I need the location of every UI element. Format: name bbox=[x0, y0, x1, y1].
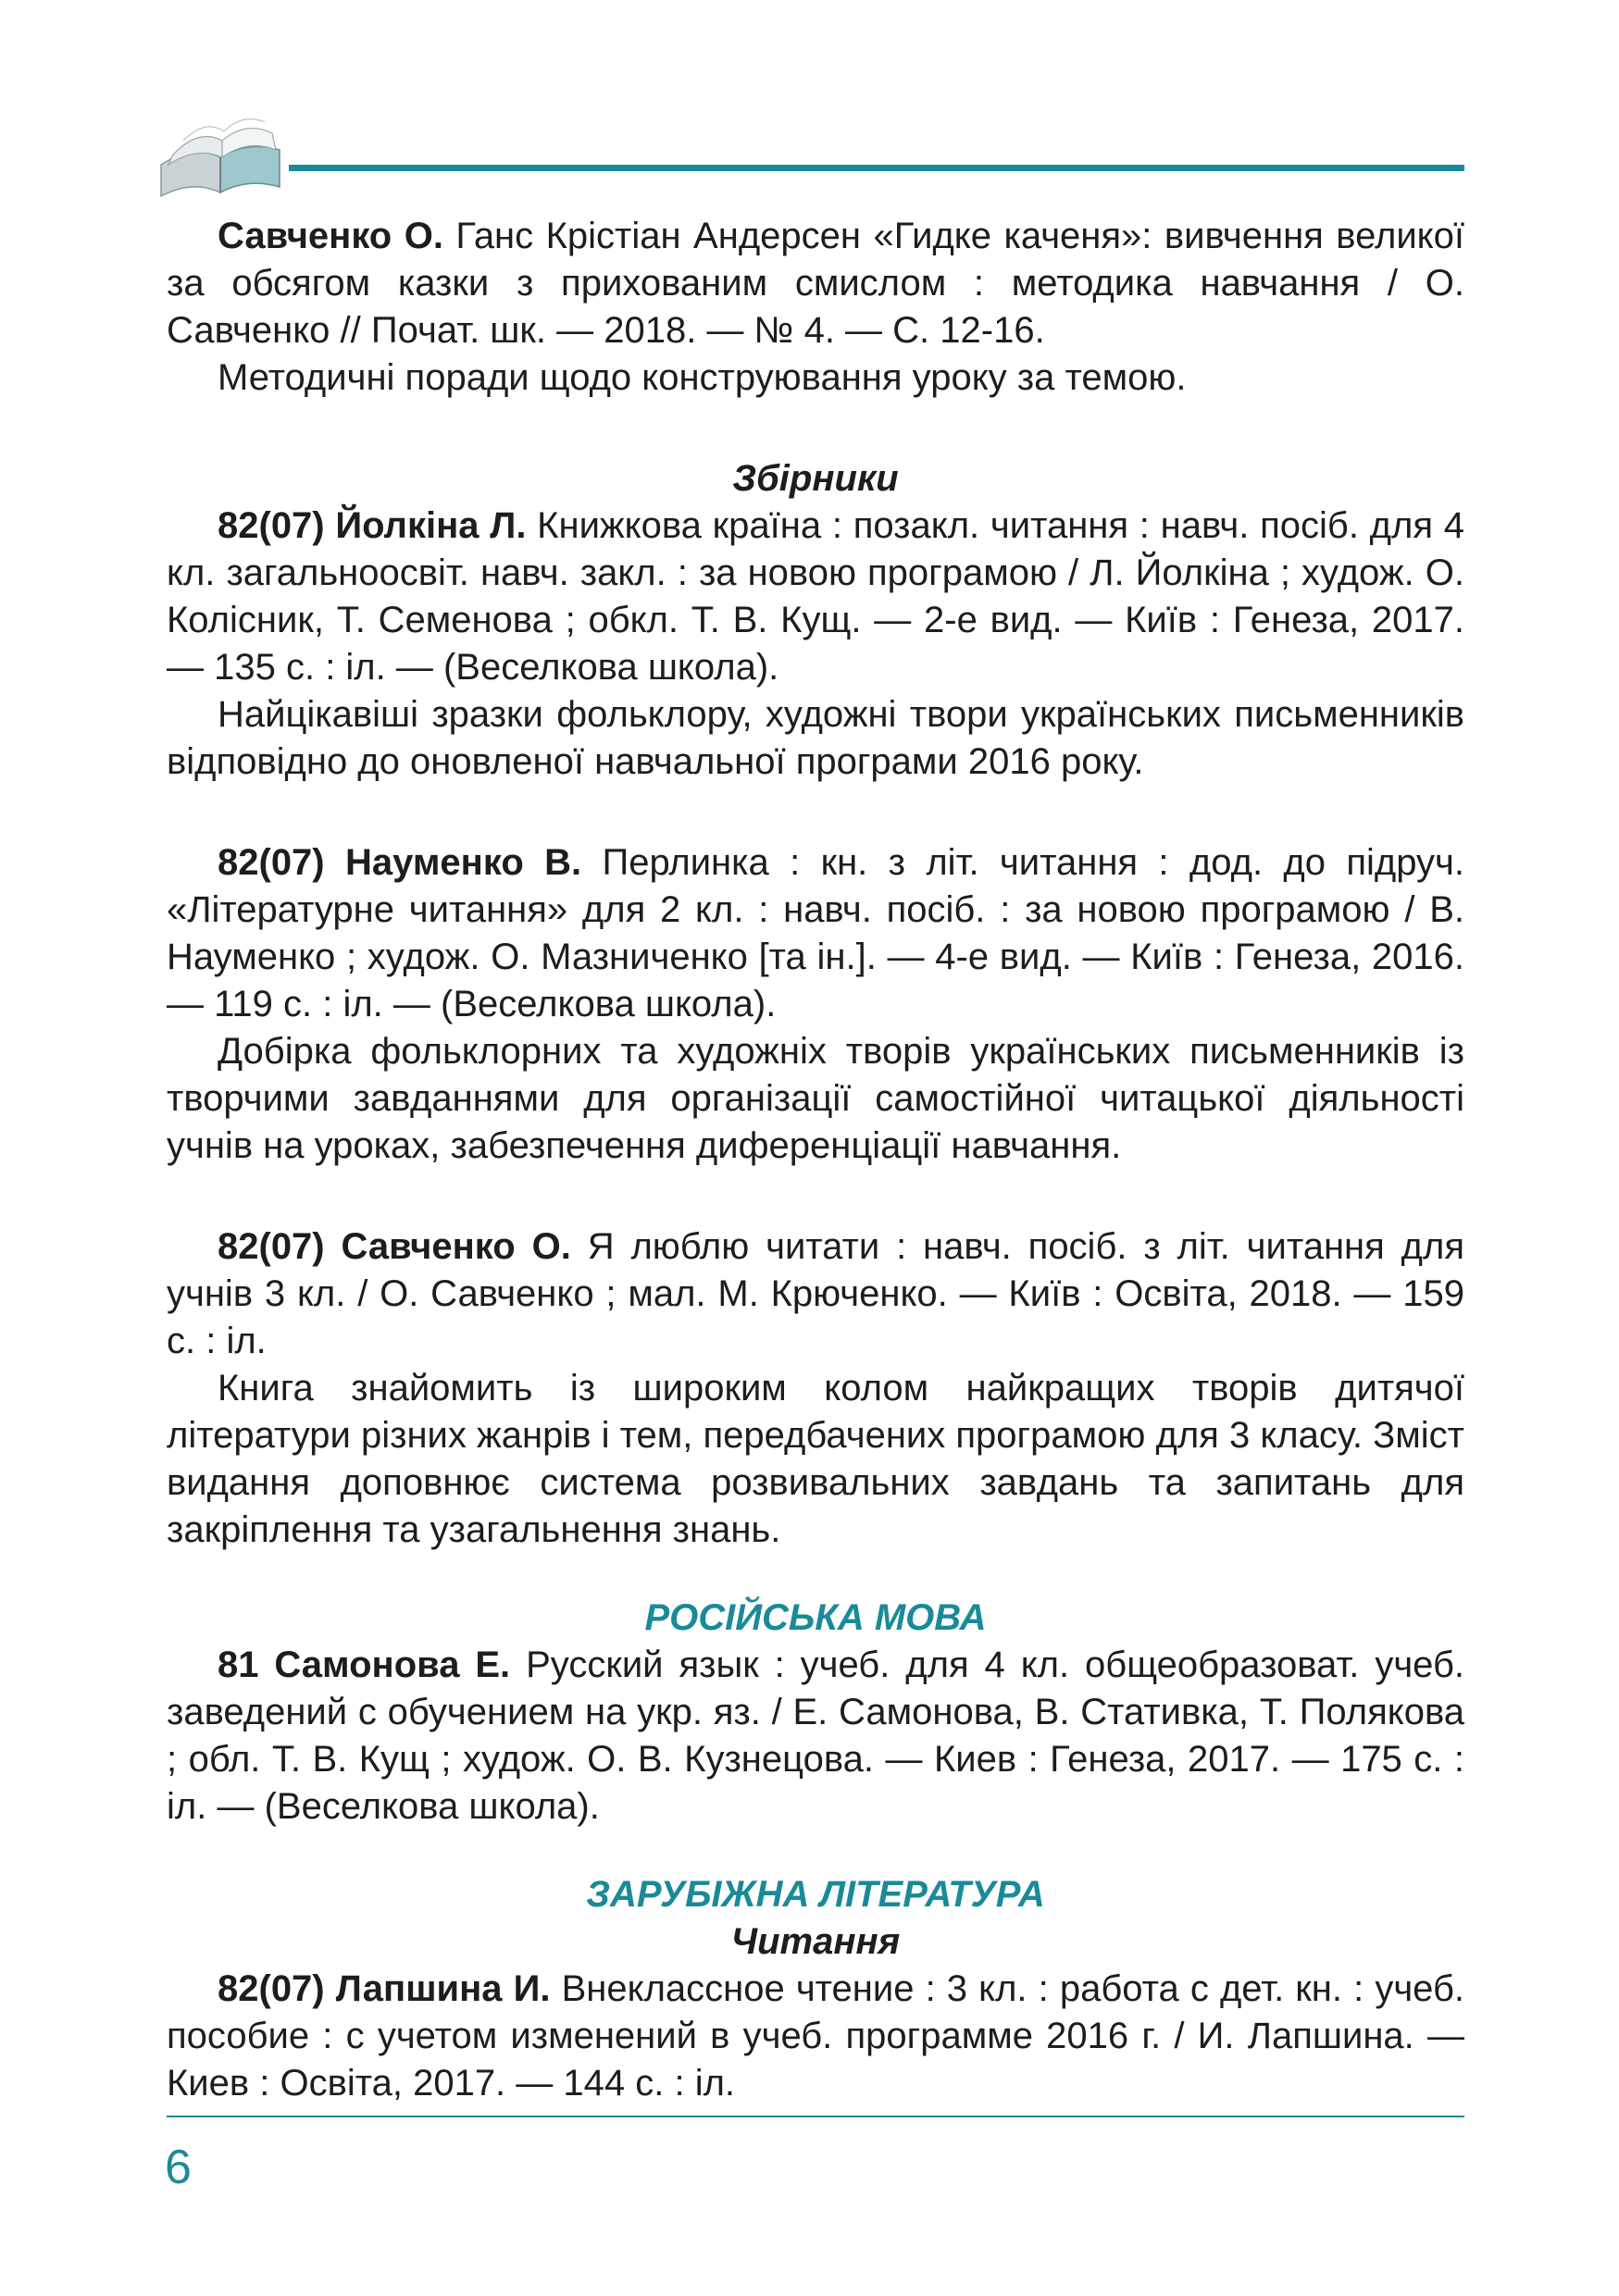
entry-text: Перлинка : кн. з літ. читання : дод. до підруч. «Літературне читання» для 2 кл. : навч. посіб. : за новою програмою / В. Науменко ; худож. О. Мазниченко [та ін.]. — 4-е вид. — Київ : Генеза, 2016. — 119 с. : іл. — (Веселкова школа). bbox=[167, 842, 1464, 1024]
bibliography-entry bbox=[167, 1642, 1464, 1831]
entry-author: 82(07) Савченко О. bbox=[218, 1226, 571, 1267]
bibliography-entry bbox=[167, 503, 1464, 786]
entry-citation bbox=[167, 213, 1464, 354]
subheading-collections: Збірники bbox=[732, 458, 899, 499]
entry-annotation: Методичні поради щодо конструювання уроку за темою. bbox=[218, 357, 1187, 398]
section-title-foreign-literature: ЗАРУБІЖНА ЛІТЕРАТУРА bbox=[586, 1874, 1045, 1915]
entry-text: Я люблю читати : навч. посіб. з літ. читання для учнів 3 кл. / О. Савченко ; мал. М. Крюченко. — Київ : Освіта, 2018. — 159 с. : іл. bbox=[167, 1226, 1464, 1361]
subheading-reading: Читання bbox=[730, 1921, 901, 1962]
entry-text: Ганс Крістіан Андерсен «Гидке каченя»: вивчення великої за обсягом казки з прихованим смислом : методика навчання / О. Савченко // Почат. шк. — 2018. — № 4. — С. 12-16. bbox=[167, 216, 1464, 351]
entry-author: 82(07) Науменко В. bbox=[218, 842, 582, 883]
entry-citation bbox=[167, 503, 1464, 691]
page-number: 6 bbox=[165, 2141, 192, 2194]
entry-citation bbox=[167, 1966, 1464, 2107]
bibliography-entry bbox=[167, 213, 1464, 402]
bibliography-entry bbox=[167, 1223, 1464, 1554]
entry-citation bbox=[167, 1223, 1464, 1365]
entry-citation bbox=[167, 839, 1464, 1028]
entry-author: Савченко О. bbox=[218, 216, 443, 256]
entry-annotation: Книга знайомить із широким колом найкращих творів дитячої літератури різних жанрів і тем, передбачених програмою для 3 класу. Зміст видання доповнює система розвивальних завдань та запитань для закріплення та узагальнення знань. bbox=[167, 1368, 1464, 1550]
entry-text: Книжкова країна : позакл. читання : навч. посіб. для 4 кл. загальноосвіт. навч. закл. : за новою програмою / Л. Йолкіна ; худож. О. Колісник, Т. Семенова ; обкл. Т. В. Кущ. — 2-е вид. — Київ : Генеза, 2017. — 135 с. : іл. — (Веселкова школа). bbox=[167, 505, 1465, 688]
entry-annotation: Добірка фольклорних та художніх творів українських письменників із творчими завданнями для організації самостійної читацької діяльності учнів на уроках, забезпечення диференціації навчання. bbox=[167, 1031, 1464, 1166]
entry-annotation: Найцікавіші зразки фольклору, художні твори українських письменників відповідно до оновленої навчальної програми 2016 року. bbox=[167, 694, 1464, 782]
header-rule bbox=[289, 165, 1464, 171]
page-content bbox=[167, 213, 1464, 2107]
bibliography-entry bbox=[167, 839, 1464, 1170]
entry-text: Русский язык : учеб. для 4 кл. общеобразоват. учеб. заведений с обучением на укр. яз. / Е. Самонова, В. Стативка, Т. Полякова ; обл. Т. В. Кущ ; худож. О. В. Кузнецова. — Киев : Генеза, 2017. — 175 с. : іл. — (Веселкова школа). bbox=[167, 1644, 1464, 1827]
section-title-russian: РОСІЙСЬКА МОВА bbox=[644, 1597, 987, 1638]
bibliography-entry bbox=[167, 1966, 1464, 2107]
footer-rule bbox=[167, 2116, 1464, 2117]
entry-author: 82(07) Лапшина И. bbox=[218, 1968, 551, 2009]
open-book-icon bbox=[156, 100, 285, 204]
entry-text: Внеклассное чтение : 3 кл. : работа с дет. кн. : учеб. пособие : с учетом изменений в учеб. программе 2016 г. / И. Лапшина. — Киев : Освіта, 2017. — 144 с. : іл. bbox=[167, 1968, 1464, 2104]
entry-citation bbox=[167, 1642, 1464, 1831]
entry-author: 81 Самонова Е. bbox=[218, 1644, 511, 1685]
entry-author: 82(07) Йолкіна Л. bbox=[218, 505, 527, 546]
